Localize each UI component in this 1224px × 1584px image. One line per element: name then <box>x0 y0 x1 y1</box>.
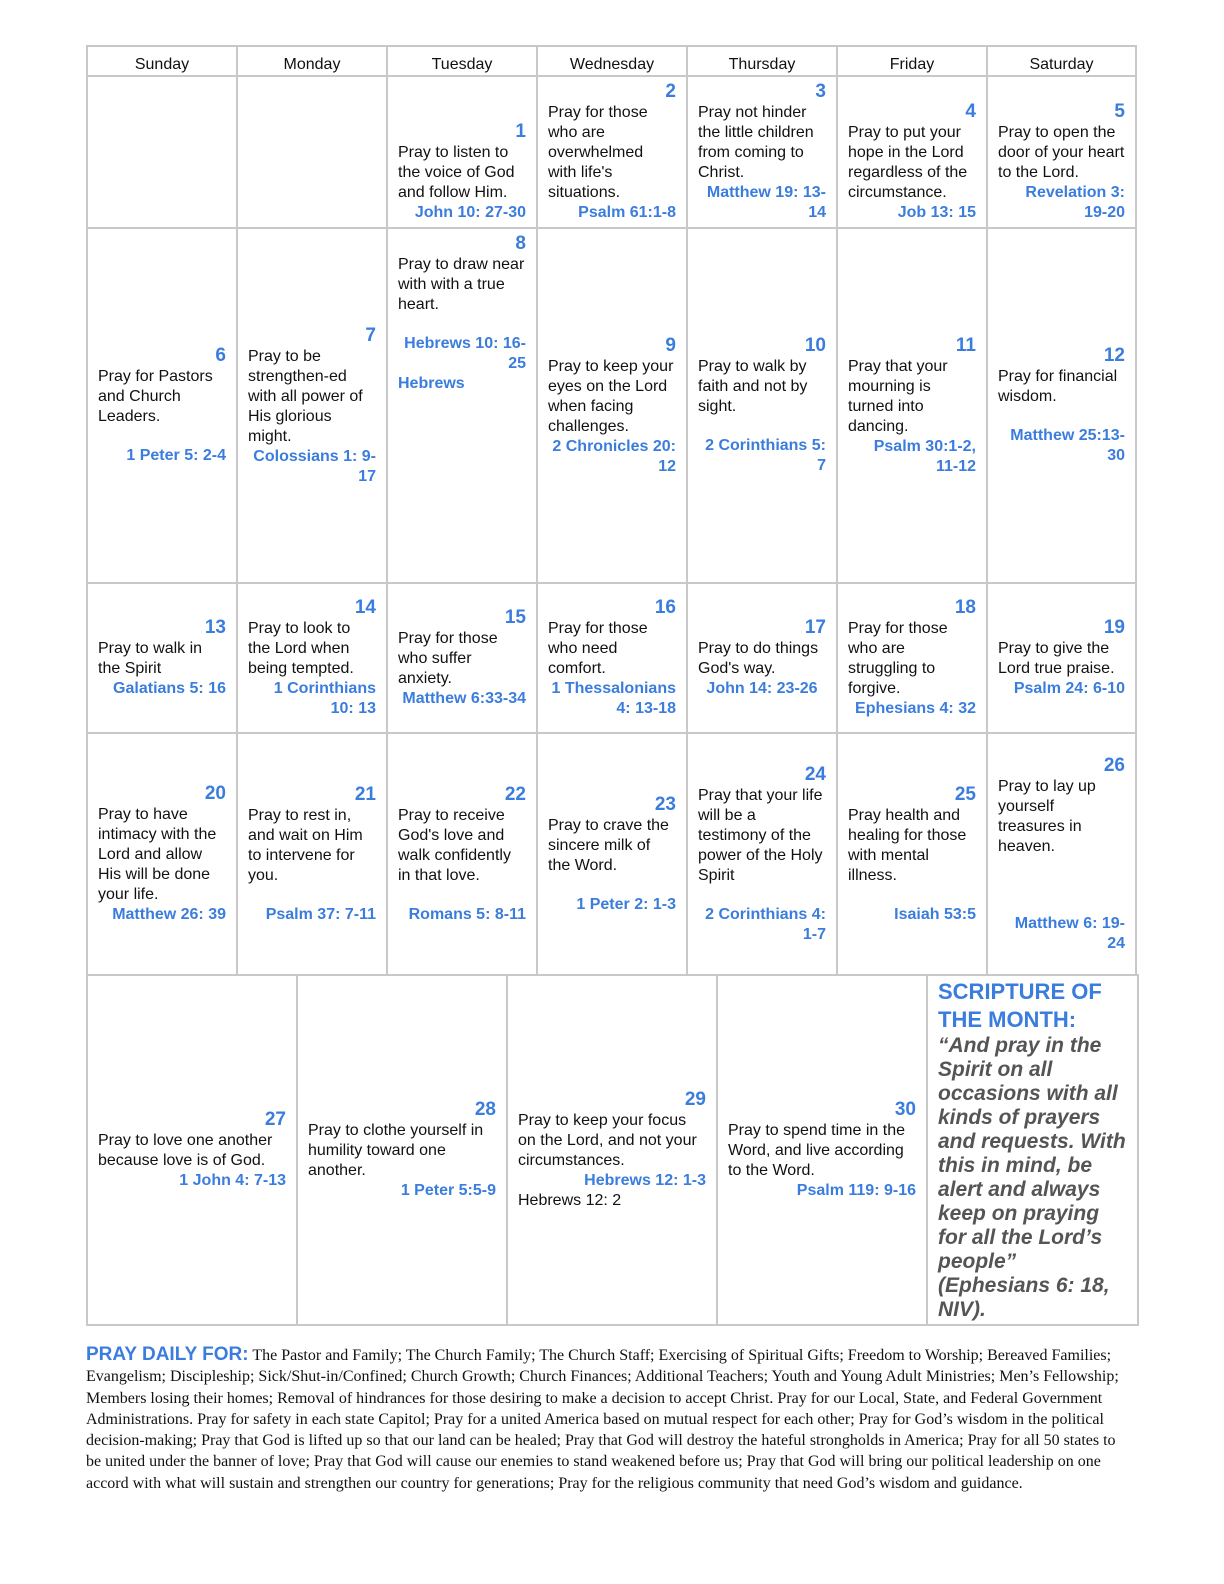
day-prayer-text: Pray for Pastors and Church Leaders. <box>98 368 213 425</box>
day-prayer-text: Pray health and healing for those with mental illness. <box>848 806 967 884</box>
weekday-monday: Monday <box>237 46 387 76</box>
day-number: 21 <box>354 783 376 805</box>
day-prayer-text: Pray that your life will be a testimony of the power of the Holy Spirit <box>698 786 823 884</box>
empty-day-cell <box>237 76 387 228</box>
day-cell <box>987 733 1136 975</box>
scripture-reference-plain: Hebrews 12: 2 <box>518 1192 622 1209</box>
day-cell <box>987 583 1136 733</box>
day-prayer-text: Pray to put your hope in the Lord regardless of the circumstance. <box>848 124 968 201</box>
day-number: 4 <box>965 101 976 122</box>
day-prayer-text: Pray to crave the sincere milk of the Word. <box>548 816 669 874</box>
day-prayer-text: Pray to walk by faith and not by sight. <box>698 358 808 415</box>
day-prayer-text: Pray for those who are overwhelmed with life's situations. <box>548 104 648 201</box>
calendar-grid <box>86 45 1137 976</box>
day-number: 28 <box>474 1099 496 1120</box>
scripture-reference: Ephesians 4: 32 <box>855 700 976 717</box>
day-cell <box>387 228 537 583</box>
day-number: 13 <box>204 617 226 638</box>
scripture-reference: Psalm 37: 7-11 <box>265 905 376 923</box>
day-prayer-text: Pray to rest in, and wait on Him to intervene for you. <box>248 806 363 884</box>
weekday-header-row <box>87 46 1136 76</box>
day-cell <box>537 733 687 975</box>
day-prayer-text: Pray to keep your eyes on the Lord when facing challenges. <box>548 357 674 435</box>
day-cell <box>837 76 987 228</box>
day-number: 16 <box>654 597 676 618</box>
day-cell <box>537 583 687 733</box>
scripture-reference: John 10: 27-30 <box>414 204 526 221</box>
week-row <box>87 76 1136 228</box>
week-row <box>87 975 1138 1325</box>
day-prayer-text: Pray to be strengthen-ed with all power of His glorious might. <box>248 347 363 445</box>
scripture-reference: Isaiah 53:5 <box>894 905 976 923</box>
day-prayer-text: Pray for those who suffer anxiety. <box>398 630 498 687</box>
day-cell <box>837 228 987 583</box>
empty-day-cell <box>87 76 237 228</box>
scripture-of-the-month-title: SCRIPTURE OF THE MONTH: <box>938 979 1102 1032</box>
scripture-reference: Matthew 6: 19-24 <box>1014 914 1125 952</box>
day-number: 18 <box>954 597 976 618</box>
day-prayer-text: Pray to have intimacy with the Lord and allow His will be done your life. <box>98 806 217 903</box>
week-row <box>87 583 1136 733</box>
day-prayer-text: Pray that your mourning is turned into dancing. <box>848 357 948 435</box>
day-number: 7 <box>365 324 376 346</box>
day-cell <box>537 228 687 583</box>
day-cell <box>507 975 717 1325</box>
day-prayer-text: Pray to clothe yourself in humility toward one another. <box>308 1122 484 1179</box>
day-number: 29 <box>684 1089 706 1110</box>
day-number: 22 <box>504 783 526 805</box>
scripture-reference: 2 Corinthians 4: 1-7 <box>705 905 826 943</box>
day-prayer-text: Pray to do things God's way. <box>698 640 819 677</box>
day-cell <box>237 228 387 583</box>
day-cell <box>387 733 537 975</box>
scripture-reference: Matthew 26: 39 <box>112 906 226 923</box>
calendar <box>86 45 1135 1326</box>
scripture-reference: Revelation 3: 19-20 <box>1025 184 1125 221</box>
scripture-reference: 2 Chronicles 20: 12 <box>552 437 676 475</box>
scripture-reference: 1 Thessalonians 4: 13-18 <box>551 680 676 717</box>
day-cell <box>87 975 297 1325</box>
scripture-reference: 2 Corinthians 5: 7 <box>705 437 826 474</box>
day-number: 24 <box>804 763 826 785</box>
weekday-sunday: Sunday <box>87 46 237 76</box>
scripture-reference: Hebrews 12: 1-3 <box>584 1172 706 1189</box>
day-number: 10 <box>804 335 826 356</box>
day-prayer-text: Pray to spend time in the Word, and live according to the Word. <box>728 1122 905 1179</box>
day-prayer-text: Pray to lay up yourself treasures in heaven. <box>998 777 1096 855</box>
scripture-of-the-month-text: “And pray in the Spirit on all occasions with all kinds of prayers and requests. With this in mind, be alert and always keep on praying for all the Lord’s people” (Ephesians 6: 18, NIV). <box>938 1034 1126 1321</box>
day-prayer-text: Pray to walk in the Spirit <box>98 640 203 677</box>
day-cell <box>87 583 237 733</box>
day-number: 14 <box>354 597 376 618</box>
pray-daily-text: The Pastor and Family; The Church Family; The Church Staff; Exercising of Spiritual Gifts; Freedom to Worship; Bereaved Families; Evangelism; Discipleship; Sick/Shut-in/Confined; Church Growth; Church Finances; Additional Teachers; Youth and Young Adult Ministries; Men’s Fellowship; Members losing their homes; Removal of hindrances for those desiring to make a decision to accept Christ. Pray for our Local, State, and Federal Government Administrations. Pray for safety in each state Capitol; Pray for a united America based on mutual respect for each other; Pray for God’s wisdom in the political decision-making; Pray that God is lifted up so that our land can be healed; Pray that God will destroy the hateful strongholds in America; Pray for all 50 states to be united under the banner of love; Pray that God will cause our enemies to stand weakened before us; Pray that God will bring our political leadership on one accord with what will sustain and strengthen our country for generations; Pray for the religious community that need God’s wisdom and guidance. <box>86 1347 1119 1492</box>
day-number: 17 <box>804 617 826 638</box>
day-cell <box>687 228 837 583</box>
scripture-reference: John 14: 23-26 <box>706 680 818 697</box>
scripture-reference: Psalm 30:1-2, 11-12 <box>873 437 976 475</box>
day-prayer-text: Pray to listen to the voice of God and follow Him. <box>398 144 515 201</box>
scripture-of-the-month <box>927 975 1138 1325</box>
scripture-reference: Job 13: 15 <box>897 204 976 221</box>
day-cell <box>717 975 927 1325</box>
scripture-reference: Hebrews 10: 16-25 <box>404 335 526 372</box>
week-row <box>87 733 1136 975</box>
day-number: 25 <box>954 783 976 805</box>
day-number: 30 <box>894 1099 916 1120</box>
day-prayer-text: Pray for those who need comfort. <box>548 620 648 677</box>
day-number: 12 <box>1103 345 1125 366</box>
weekday-saturday: Saturday <box>987 46 1136 76</box>
day-prayer-text: Pray to love one another because love is of God. <box>98 1132 273 1169</box>
day-cell <box>987 228 1136 583</box>
day-number: 19 <box>1103 617 1125 638</box>
day-number: 11 <box>955 334 976 356</box>
day-number: 20 <box>204 783 226 804</box>
weekday-thursday: Thursday <box>687 46 837 76</box>
day-prayer-text: Pray to give the Lord true praise. <box>998 640 1115 677</box>
day-prayer-text: Pray to open the door of your heart to the Lord. <box>998 124 1125 181</box>
week-row <box>87 228 1136 583</box>
weekday-tuesday: Tuesday <box>387 46 537 76</box>
day-cell <box>537 76 687 228</box>
day-prayer-text: Pray to draw near with with a true heart. <box>398 256 525 313</box>
day-cell <box>87 733 237 975</box>
weekday-wednesday: Wednesday <box>537 46 687 76</box>
day-cell <box>387 583 537 733</box>
day-number: 1 <box>515 121 526 142</box>
scripture-reference: Matthew 6:33-34 <box>402 690 526 707</box>
day-cell <box>297 975 507 1325</box>
day-number: 15 <box>504 607 526 628</box>
day-cell <box>237 733 387 975</box>
scripture-reference: 1 Peter 2: 1-3 <box>576 895 676 913</box>
scripture-reference: Galatians 5: 16 <box>113 680 226 697</box>
scripture-reference: 1 Peter 5:5-9 <box>400 1182 496 1199</box>
pray-daily-section <box>86 1344 1126 1494</box>
day-cell <box>237 583 387 733</box>
scripture-reference: 1 John 4: 7-13 <box>179 1172 286 1189</box>
scripture-reference-secondary: Hebrews <box>398 375 465 392</box>
scripture-reference: 1 Peter 5: 2-4 <box>126 447 226 464</box>
day-prayer-text: Pray not hinder the little children from coming to Christ. <box>698 104 814 181</box>
scripture-reference: Matthew 25:13-30 <box>1010 427 1125 464</box>
pray-daily-label: PRAY DAILY FOR: <box>86 1344 249 1365</box>
day-cell <box>987 76 1136 228</box>
scripture-reference: Psalm 24: 6-10 <box>1013 680 1125 697</box>
scripture-reference: Psalm 119: 9-16 <box>796 1182 916 1199</box>
scripture-reference: Psalm 61:1-8 <box>578 204 676 221</box>
day-cell <box>87 228 237 583</box>
day-cell <box>687 733 837 975</box>
day-prayer-text: Pray to look to the Lord when being tempted. <box>248 620 354 677</box>
day-cell <box>687 76 837 228</box>
day-cell <box>387 76 537 228</box>
scripture-reference: Matthew 19: 13-14 <box>706 184 826 221</box>
day-number: 3 <box>815 81 826 102</box>
day-number: 5 <box>1114 101 1125 122</box>
day-number: 2 <box>665 81 676 102</box>
scripture-reference: 1 Corinthians 10: 13 <box>273 680 376 717</box>
day-number: 26 <box>1103 754 1125 776</box>
day-prayer-text: Pray to receive God's love and walk confidently in that love. <box>398 806 511 884</box>
day-cell <box>837 733 987 975</box>
day-number: 27 <box>264 1109 286 1130</box>
day-prayer-text: Pray for those who are struggling to forgive. <box>848 620 948 697</box>
day-number: 6 <box>215 345 226 366</box>
scripture-reference: Romans 5: 8-11 <box>408 905 526 923</box>
day-cell <box>837 583 987 733</box>
scripture-reference: Colossians 1: 9-17 <box>253 447 376 485</box>
day-number: 9 <box>665 334 676 356</box>
day-prayer-text: Pray for financial wisdom. <box>998 368 1118 405</box>
day-cell <box>687 583 837 733</box>
day-number: 8 <box>515 233 526 254</box>
day-prayer-text: Pray to keep your focus on the Lord, and not your circumstances. <box>518 1112 697 1169</box>
calendar-last-week <box>86 974 1139 1326</box>
weekday-friday: Friday <box>837 46 987 76</box>
day-number: 23 <box>654 793 676 815</box>
